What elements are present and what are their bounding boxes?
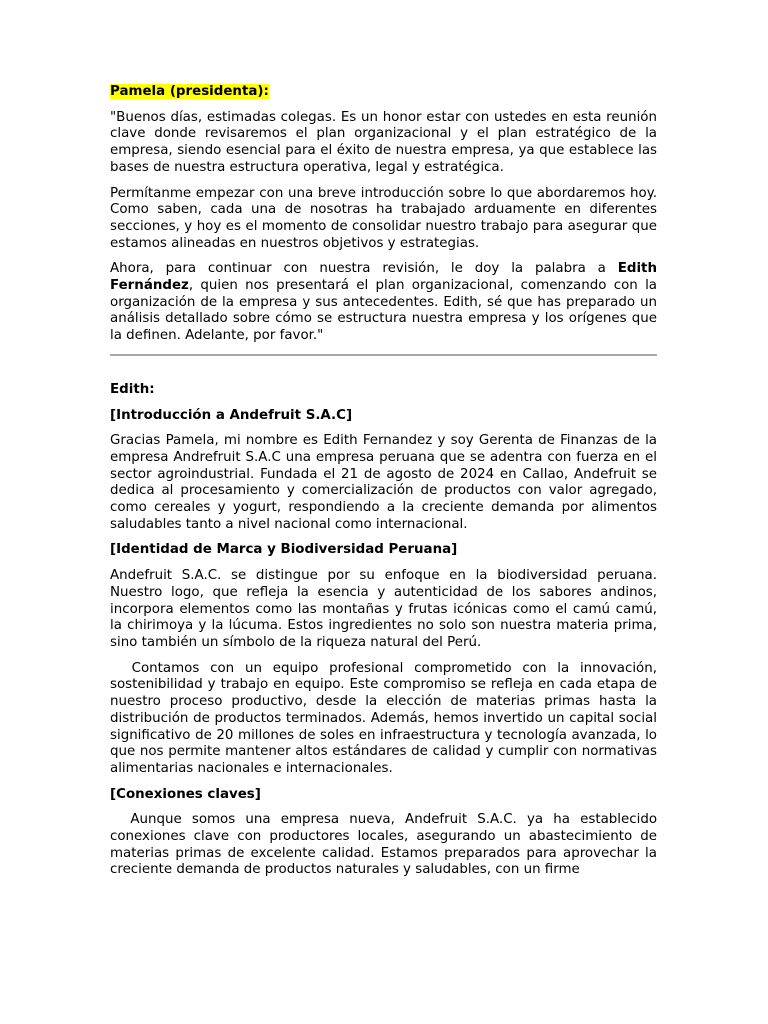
section-heading-identidad: [Identidad de Marca y Biodiversidad Peruana] — [110, 542, 458, 558]
paragraph-handover — [110, 261, 657, 345]
paragraph-team: Contamos con un equipo profesional comprometido con la innovación, sostenibilidad y trabajo en equipo. Este compromiso se refleja en cada etapa de nuestro proceso productivo, desde la elección de materias primas hasta la distribución de productos terminados. Además, hemos invertido un capital social significativo de 20 millones de soles en infraestructura y tecnología avanzada, lo que nos permite mantener altos estándares de calidad y cumplir con normativas alimentarias nacionales e internacionales. — [110, 660, 662, 776]
paragraph-introduction: Permítanme empezar con una breve introducción sobre lo que abordaremos hoy. Como saben, cada una de nosotras ha trabajado arduamente en diferentes secciones, y hoy es el momento de consolidar nuestro trabajo para asegurar que estamos alineadas en nuestros objetivos y estrategias. — [110, 185, 657, 251]
handover-name: Edith Fernández — [110, 261, 657, 294]
paragraph-company-intro: Gracias Pamela, mi nombre es Edith Fernandez y soy Gerenta de Finanzas de la empresa Andrefruit S.A.C una empresa peruana que se adentra con fuerza en el sector agroindustrial. Fundada el 21 de agosto de 2024 en Callao, Andefruit se dedica al procesamiento y comercialización de productos con valor agregado, como cereales y yogurt, respondiendo a la creciente demanda por alimentos saludables tanto a nivel nacional como internacional. — [110, 433, 657, 532]
speaker-heading-pamela — [110, 84, 657, 101]
paragraph-greeting: "Buenos días, estimadas colegas. Es un honor estar con ustedes en esta reunión clave donde revisaremos el plan organizacional y el plan estratégico de la empresa, siendo esencial para el éxito de nuestra empresa, ya que establece las bases de nuestra estructura operativa, legal y estratégica. — [110, 109, 657, 175]
section-heading-introduccion: [Introducción a Andefruit S.A.C] — [110, 407, 353, 423]
handover-text-end: , quien nos presentará el plan organizacional, comenzando con la organización de la empresa y sus antecedentes. Edith, sé que has preparado un análisis detallado sobre cómo se estructura nuestra empresa y los orígenes que la definen. Adelante, por favor." — [110, 278, 657, 344]
speaker-heading-edith: Edith: — [110, 381, 155, 397]
document-body — [110, 84, 662, 888]
paragraph-connections: Aunque somos una empresa nueva, Andefruit S.A.C. ya ha establecido conexiones clave con productores locales, asegurando un abastecimiento de materias primas de excelente calidad. Estamos preparados para aprovechar la creciente demanda de productos naturales y saludables, con un firme — [110, 812, 662, 878]
handover-text-start: Ahora, para continuar con nuestra revisión, le doy la palabra a — [110, 261, 618, 277]
section-heading-conexiones: [Conexiones claves] — [110, 786, 261, 802]
horizontal-divider — [110, 354, 657, 356]
speaker-highlight: Pamela (presidenta): — [110, 84, 269, 99]
paragraph-brand-identity: Andefruit S.A.C. se distingue por su enfoque en la biodiversidad peruana. Nuestro logo, que refleja la esencia y autenticidad de los sabores andinos, incorpora elementos como las montañas y frutas icónicas como el camú camú, la chirimoya y la lúcuma. Estos ingredientes no solo son nuestra materia prima, sino también un símbolo de la riqueza natural del Perú. — [110, 568, 657, 650]
